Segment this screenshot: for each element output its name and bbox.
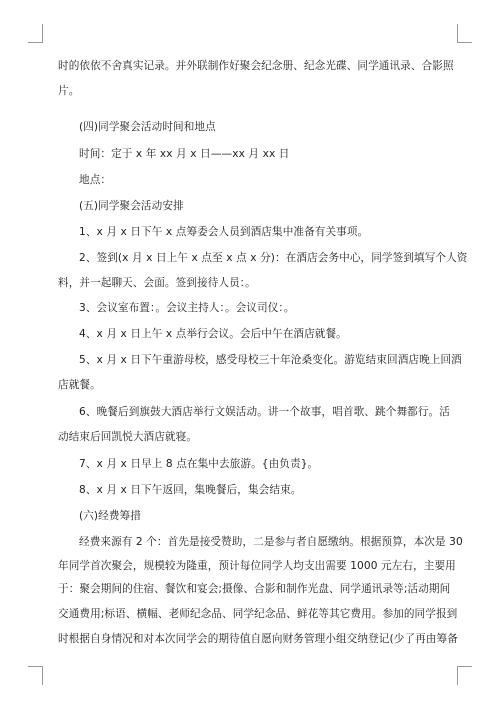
paragraph-line: 交通费用;标语、横幅、老师纪念品、同学纪念品、鲜花等其它费用。参加的同学报到	[58, 608, 458, 620]
paragraph-line: 动结束后回凯悦大酒店就寝。	[58, 431, 198, 443]
section-heading: (四)同学聚会活动时间和地点	[79, 121, 216, 133]
paragraph-line: 时的依依不舍真实记录。并外联制作好聚会纪念册、纪念光碟、同学通讯录、合影照	[58, 60, 454, 72]
list-item: 1、x 月 x 日下午 x 点筹委会人员到酒店集中准备有关事项。	[79, 226, 369, 238]
paragraph-line: 于：聚会期间的住宿、餐饮和宴会;摄像、合影和制作光盘、同学通讯录等;活动期间	[58, 583, 451, 595]
paragraph-line: 片。	[58, 85, 80, 97]
section-heading: (五)同学聚会活动安排	[79, 200, 184, 212]
paragraph-line: 时间：定于 x 年 xx 月 x 日——xx 月 xx 日	[79, 148, 290, 160]
crop-mark-top-left	[28, 24, 43, 43]
list-item: 3、会议室布置：。会议主持人：。会议司仪：。	[79, 302, 295, 314]
list-item: 6、晚餐后到旗鼓大酒店举行文娱活动。讲一个故事，唱首歌、跳个舞都行。活	[79, 406, 450, 418]
paragraph-line: 时根据自身情况和对本次同学会的期待值自愿向财务管理小组交纳登记(少了再由筹备	[58, 633, 458, 645]
paragraph-line: 经费来源有 2 个：首先是接受赞助，二是参与者自愿缴纳。根据预算，本次是 30	[79, 536, 463, 548]
crop-mark-bottom-right	[457, 666, 472, 685]
crop-mark-top-right	[457, 24, 472, 43]
section-heading: (六)经费筹措	[79, 510, 141, 522]
list-item: 8、x 月 x 日下午返回，集晚餐后，集会结束。	[79, 484, 302, 496]
paragraph-line: 年同学首次聚会，规模较为隆重，预计每位同学人均支出需要 1000 元左右，主要用	[58, 560, 456, 572]
list-item: 4、x 月 x 日上午 x 点举行会议。会后中午在酒店就餐。	[79, 328, 347, 340]
paragraph-line: 料，并一起聊天、会面。签到接待人员：。	[58, 277, 256, 289]
paragraph-line: 地点：	[79, 174, 112, 186]
paragraph-line: 店就餐。	[58, 379, 101, 391]
crop-mark-bottom-left	[28, 666, 43, 685]
list-item: 5、x 月 x 日下午重游母校，感受母校三十年沧桑变化。游览结束回酒店晚上回酒	[79, 354, 462, 366]
list-item: 2、签到(x 月 x 日上午 x 点至 x 点 x 分)：在酒店会务中心，同学签到填写个人资	[79, 252, 468, 264]
list-item: 7、x 月 x 日早上 8 点在集中去旅游。{由负责}。	[79, 458, 319, 470]
